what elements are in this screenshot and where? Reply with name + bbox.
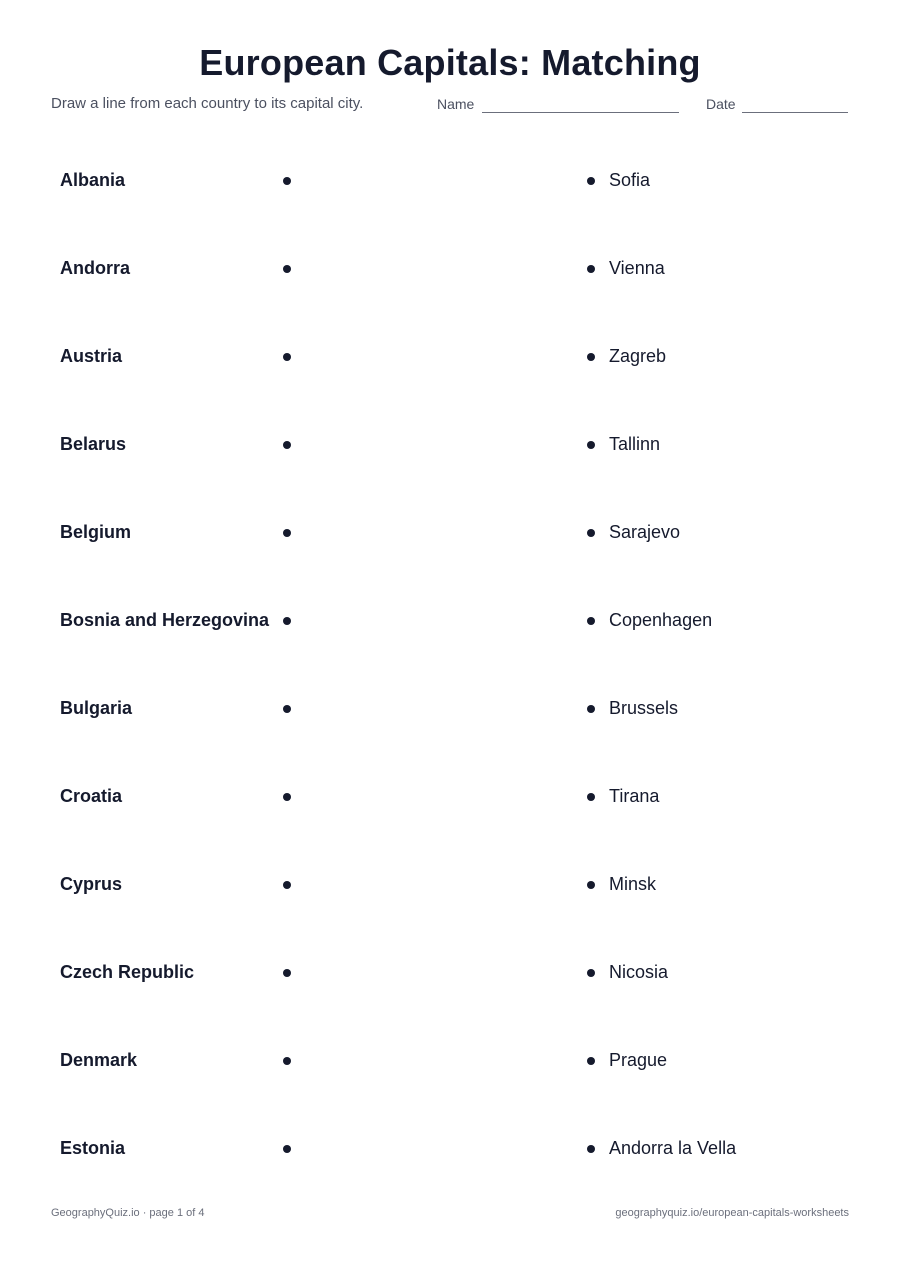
matching-row bbox=[0, 137, 900, 225]
page-title: European Capitals: Matching bbox=[199, 42, 701, 83]
date-label: Date bbox=[706, 96, 736, 112]
capital-dot[interactable] bbox=[587, 881, 595, 889]
country-dot[interactable] bbox=[283, 353, 291, 361]
capital-label: Sarajevo bbox=[609, 522, 681, 542]
country-label: Cyprus bbox=[60, 874, 123, 894]
name-field-line[interactable] bbox=[482, 112, 679, 113]
capital-dot[interactable] bbox=[587, 441, 595, 449]
matching-row bbox=[0, 929, 900, 1017]
country-dot[interactable] bbox=[283, 881, 291, 889]
country-label: Denmark bbox=[60, 1050, 138, 1070]
country-dot[interactable] bbox=[283, 969, 291, 977]
country-label: Austria bbox=[60, 346, 123, 366]
capital-label: Brussels bbox=[609, 698, 679, 718]
capital-label: Vienna bbox=[609, 258, 665, 278]
country-dot[interactable] bbox=[283, 1145, 291, 1153]
country-dot[interactable] bbox=[283, 793, 291, 801]
country-label: Andorra bbox=[60, 258, 131, 278]
footer-url[interactable]: geographyquiz.io/european-capitals-worksheets bbox=[615, 1207, 849, 1219]
matching-row bbox=[0, 841, 900, 929]
matching-row bbox=[0, 665, 900, 753]
matching-row bbox=[0, 577, 900, 665]
matching-rows bbox=[0, 137, 900, 1193]
capital-label: Copenhagen bbox=[609, 610, 713, 630]
country-dot[interactable] bbox=[283, 617, 291, 625]
capital-label: Minsk bbox=[609, 874, 657, 894]
capital-dot[interactable] bbox=[587, 969, 595, 977]
country-dot[interactable] bbox=[283, 705, 291, 713]
country-dot[interactable] bbox=[283, 1057, 291, 1065]
country-dot[interactable] bbox=[283, 441, 291, 449]
capital-dot[interactable] bbox=[587, 1145, 595, 1153]
country-label: Albania bbox=[60, 170, 126, 190]
capital-dot[interactable] bbox=[587, 793, 595, 801]
country-label: Belgium bbox=[60, 522, 132, 542]
instructions-text: Draw a line from each country to its capital city. bbox=[51, 95, 364, 112]
capital-label: Tirana bbox=[609, 786, 660, 806]
capital-dot[interactable] bbox=[587, 529, 595, 537]
capital-label: Zagreb bbox=[609, 346, 667, 366]
country-dot[interactable] bbox=[283, 265, 291, 273]
matching-row bbox=[0, 313, 900, 401]
country-label: Bulgaria bbox=[60, 698, 133, 718]
country-label: Belarus bbox=[60, 434, 127, 454]
capital-dot[interactable] bbox=[587, 1057, 595, 1065]
worksheet-header-row bbox=[51, 95, 849, 115]
matching-row bbox=[0, 753, 900, 841]
matching-row bbox=[0, 225, 900, 313]
country-dot[interactable] bbox=[283, 529, 291, 537]
country-label: Bosnia and Herzegovina bbox=[60, 610, 270, 630]
name-label: Name bbox=[437, 96, 475, 112]
capital-dot[interactable] bbox=[587, 265, 595, 273]
date-field-line[interactable] bbox=[742, 112, 848, 113]
matching-row bbox=[0, 489, 900, 577]
capital-dot[interactable] bbox=[587, 617, 595, 625]
capital-label: Nicosia bbox=[609, 962, 669, 982]
country-label: Czech Republic bbox=[60, 962, 195, 982]
capital-label: Andorra la Vella bbox=[609, 1138, 737, 1158]
capital-dot[interactable] bbox=[587, 705, 595, 713]
matching-row bbox=[0, 1105, 900, 1193]
matching-row bbox=[0, 401, 900, 489]
country-label: Croatia bbox=[60, 786, 123, 806]
capital-label: Tallinn bbox=[609, 434, 661, 454]
capital-dot[interactable] bbox=[587, 177, 595, 185]
matching-row bbox=[0, 1017, 900, 1105]
country-label: Estonia bbox=[60, 1138, 126, 1158]
capital-dot[interactable] bbox=[587, 353, 595, 361]
capital-label: Prague bbox=[609, 1050, 668, 1070]
footer-page-info: GeographyQuiz.io · page 1 of 4 bbox=[51, 1207, 205, 1219]
capital-label: Sofia bbox=[609, 170, 651, 190]
country-dot[interactable] bbox=[283, 177, 291, 185]
